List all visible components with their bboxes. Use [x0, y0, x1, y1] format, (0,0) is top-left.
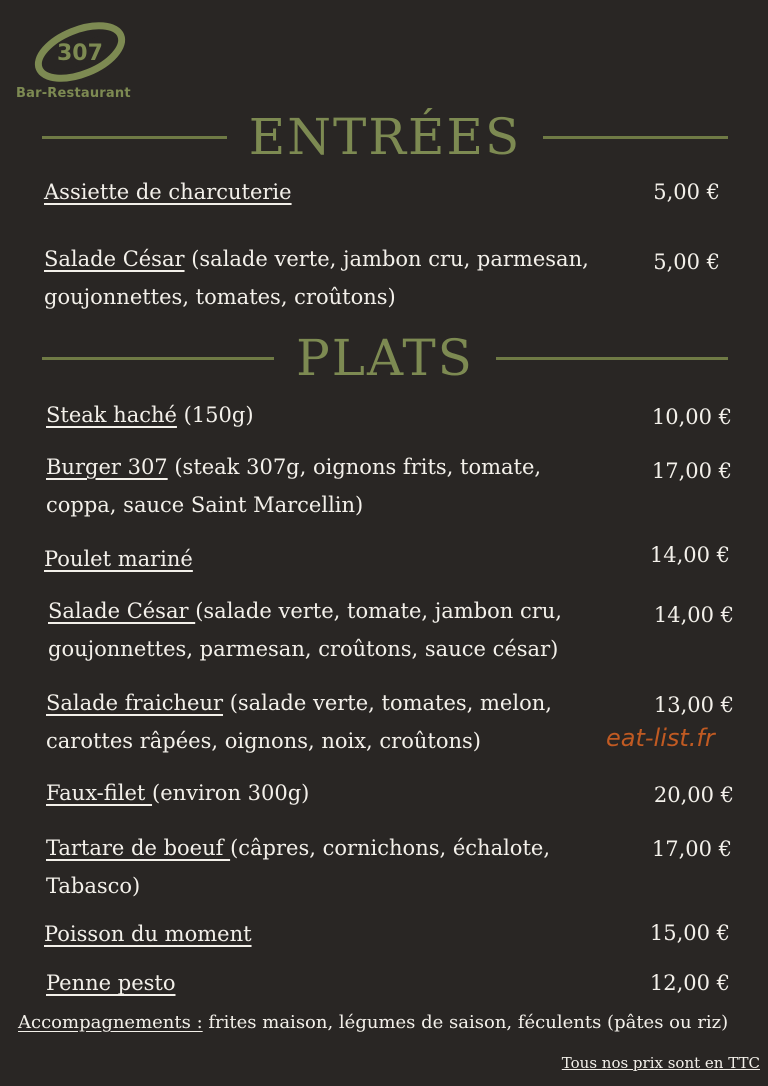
- item-description: (salade verte, tomate, jambon cru,: [195, 599, 562, 623]
- accompaniments-note: [18, 1012, 728, 1033]
- item-price: 5,00 €: [653, 180, 720, 204]
- item-price: 14,00 €: [653, 603, 734, 627]
- menu-item: [46, 829, 550, 905]
- item-name: Steak haché: [46, 403, 177, 427]
- price-note: Tous nos prix sont en TTC: [561, 1054, 760, 1072]
- item-price: 5,00 €: [653, 250, 720, 274]
- item-description: (steak 307g, oignons frits, tomate,: [167, 455, 542, 479]
- item-price: 13,00 €: [653, 693, 734, 717]
- menu-item: [46, 964, 176, 1002]
- item-price: 12,00 €: [649, 971, 730, 995]
- item-name: Poulet mariné: [44, 547, 193, 571]
- item-name: Tartare de boeuf: [46, 836, 231, 860]
- accompaniments-label: Accompagnements :: [18, 1012, 203, 1033]
- item-description-cont: carottes râpées, oignons, noix, croûtons): [46, 729, 481, 753]
- item-price: 15,00 €: [649, 921, 730, 945]
- divider: [42, 357, 274, 360]
- accompaniments-text: frites maison, légumes de saison, féculents (pâtes ou riz): [202, 1012, 729, 1033]
- item-description-cont: coppa, sauce Saint Marcellin): [46, 493, 364, 517]
- item-price: 17,00 €: [651, 459, 732, 483]
- divider: [42, 136, 227, 139]
- item-name: Penne pesto: [46, 971, 176, 995]
- divider: [496, 357, 728, 360]
- menu-item: [46, 774, 309, 812]
- section-title-plats: PLATS: [296, 329, 474, 387]
- item-description-cont: Tabasco): [46, 874, 141, 898]
- item-name: Salade César: [48, 599, 196, 623]
- item-description: (salade verte, jambon cru, parmesan,: [184, 247, 589, 271]
- football-logo-icon: [30, 16, 130, 88]
- menu-item: [46, 684, 552, 760]
- item-name: Burger 307: [46, 455, 168, 479]
- menu-item: [44, 540, 193, 578]
- section-header-plats: [42, 323, 728, 393]
- item-description: (câpres, cornichons, échalote,: [230, 836, 550, 860]
- section-header-entrees: [42, 102, 728, 172]
- menu-item: [44, 240, 589, 316]
- item-description: (salade verte, tomates, melon,: [223, 691, 552, 715]
- item-description: (environ 300g): [152, 781, 310, 805]
- item-price: 14,00 €: [649, 543, 730, 567]
- svg-text:307: 307: [57, 41, 103, 66]
- item-name: Assiette de charcuterie: [44, 180, 292, 204]
- item-price: 17,00 €: [651, 837, 732, 861]
- logo-subtitle: Bar-Restaurant: [16, 86, 131, 101]
- menu-item: [48, 592, 562, 668]
- restaurant-logo: [16, 16, 140, 106]
- item-name: Faux-filet: [46, 781, 153, 805]
- menu-item: [46, 448, 541, 524]
- menu-item: [44, 173, 292, 211]
- item-name: Salade fraicheur: [46, 691, 224, 715]
- item-price: 20,00 €: [653, 783, 734, 807]
- item-price: 10,00 €: [651, 405, 732, 429]
- section-title-entrees: ENTRÉES: [248, 108, 522, 166]
- item-description-cont: goujonnettes, tomates, croûtons): [44, 285, 396, 309]
- item-name: Salade César: [44, 247, 185, 271]
- item-description: (150g): [176, 403, 254, 427]
- item-description-cont: goujonnettes, parmesan, croûtons, sauce césar): [48, 637, 559, 661]
- menu-item: [44, 915, 252, 953]
- divider: [543, 136, 728, 139]
- item-name: Poisson du moment: [44, 922, 252, 946]
- menu-item: [46, 396, 254, 434]
- watermark: eat-list.fr: [606, 724, 715, 752]
